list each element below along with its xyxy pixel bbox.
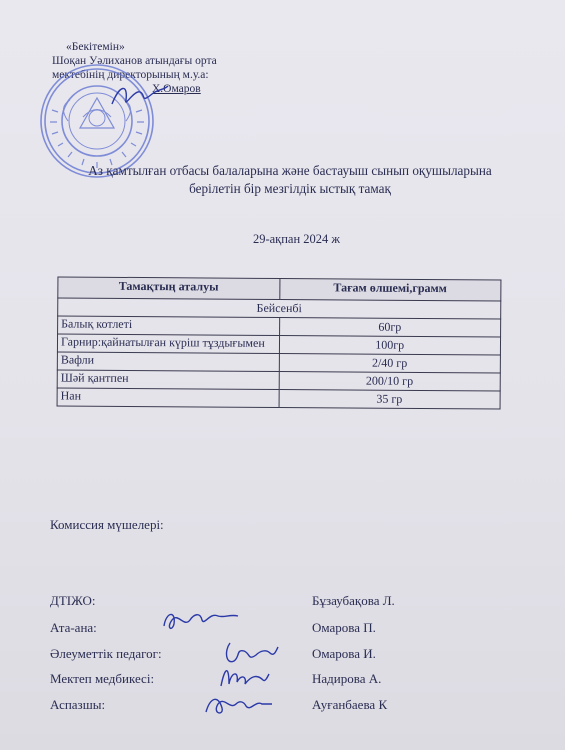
signatory-role: Әлеуметтік педагог:: [50, 646, 162, 661]
signatory-name: Омарова И.: [312, 646, 376, 661]
day-of-week: Бейсенбі: [58, 298, 501, 319]
approval-title: «Бекітемін»: [66, 41, 125, 53]
signatory-name: Омарова П.: [312, 620, 376, 635]
dish-name: Нан: [57, 388, 279, 408]
signatory-role: Мектеп медбикесі:: [50, 671, 155, 686]
cook-signature: [200, 690, 275, 720]
document-date: 29-ақпан 2024 ж: [252, 232, 341, 246]
dish-amount: 200/10 гр: [279, 371, 501, 391]
signatory-name: Ауғанбаева К: [312, 697, 388, 712]
document-title: [60, 162, 520, 198]
signatory-name: Надирова А.: [312, 671, 382, 686]
signature-row: [50, 697, 520, 715]
approval-director-name: Х.Омаров: [152, 83, 201, 95]
signature-row: [50, 646, 520, 664]
dish-name: Вафли: [57, 352, 279, 372]
header-portion-size: Тағам өлшемі,грамм: [279, 279, 501, 302]
table-row: [57, 388, 500, 409]
dish-name: Шәй қантпен: [57, 370, 279, 390]
signatory-name: Бұзаубақова Л.: [312, 593, 395, 608]
title-line-1: Аз қамтылған отбасы балаларына және бастауыш сынып оқушыларына: [88, 163, 492, 178]
approval-position: мектебінің директорының м.у.а:: [52, 69, 209, 81]
dish-amount: 100гр: [279, 336, 501, 356]
dish-name: Гарнир:қайнатылған күріш тұздығымен: [57, 334, 279, 354]
dish-amount: 60гр: [279, 318, 501, 338]
approval-school: Шоқан Уәлиханов атындағы орта: [52, 55, 217, 67]
signatory-role: Ата-ана:: [50, 620, 97, 635]
signature-row: [50, 593, 520, 611]
nurse-signature: [215, 662, 270, 692]
dish-name: Балық котлеті: [58, 316, 280, 336]
parent-signature: [160, 606, 240, 636]
director-signature: [110, 80, 170, 110]
signatory-role: ДТІЖО:: [50, 593, 96, 608]
header-dish-name: Тамақтың аталуы: [58, 277, 280, 300]
menu-table: [57, 276, 502, 409]
dish-amount: 35 гр: [279, 389, 501, 409]
signature-row: [50, 620, 520, 638]
signatory-role: Аспазшы:: [50, 697, 106, 712]
signature-row: [50, 671, 520, 689]
dish-amount: 2/40 гр: [279, 353, 501, 373]
title-line-2: берілетін бір мезгілдік ыстық тамақ: [189, 181, 391, 196]
commission-label: Комиссия мүшелері:: [50, 517, 164, 532]
